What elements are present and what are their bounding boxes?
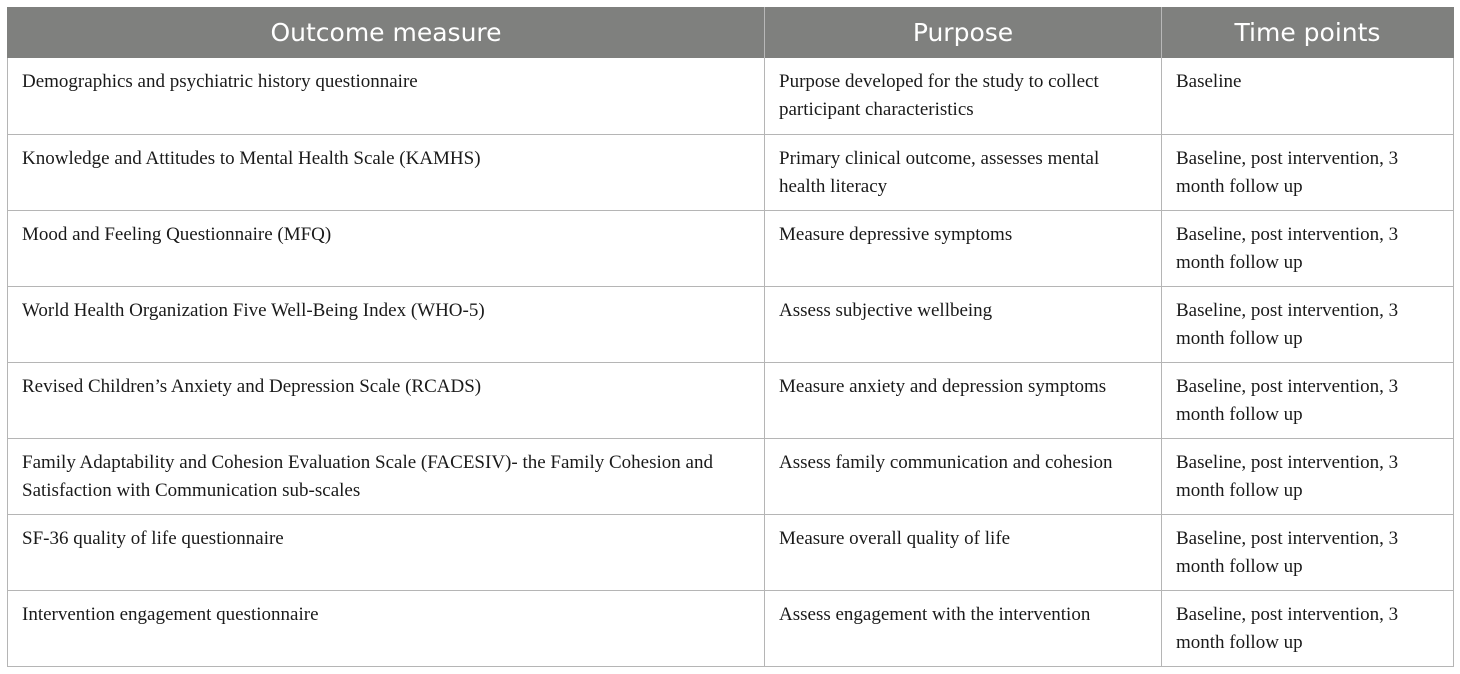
table-row [8, 58, 1454, 134]
table-row [8, 134, 1454, 210]
cell-outcome-measure: World Health Organization Five Well-Being Index (WHO-5) [8, 286, 765, 362]
header-outcome-measure: Outcome measure [8, 7, 765, 58]
cell-time-points: Baseline, post intervention, 3 month follow up [1162, 362, 1454, 438]
table-row [8, 286, 1454, 362]
header-time-points: Time points [1162, 7, 1454, 58]
table-row [8, 590, 1454, 666]
cell-outcome-measure: Demographics and psychiatric history questionnaire [8, 58, 765, 134]
cell-outcome-measure: Mood and Feeling Questionnaire (MFQ) [8, 210, 765, 286]
table-row [8, 362, 1454, 438]
cell-time-points: Baseline, post intervention, 3 month follow up [1162, 286, 1454, 362]
cell-outcome-measure: SF-36 quality of life questionnaire [8, 514, 765, 590]
cell-purpose: Assess engagement with the intervention [765, 590, 1162, 666]
table-row [8, 438, 1454, 514]
cell-outcome-measure: Revised Children’s Anxiety and Depression Scale (RCADS) [8, 362, 765, 438]
cell-purpose: Purpose developed for the study to collect participant characteristics [765, 58, 1162, 134]
cell-purpose: Assess family communication and cohesion [765, 438, 1162, 514]
outcome-measures-table [7, 7, 1454, 667]
cell-time-points: Baseline, post intervention, 3 month follow up [1162, 514, 1454, 590]
outcome-measures-table-container [7, 7, 1453, 667]
header-row [8, 7, 1454, 58]
cell-purpose: Assess subjective wellbeing [765, 286, 1162, 362]
table-body [8, 58, 1454, 666]
cell-purpose: Measure overall quality of life [765, 514, 1162, 590]
cell-purpose: Measure anxiety and depression symptoms [765, 362, 1162, 438]
cell-time-points: Baseline, post intervention, 3 month follow up [1162, 590, 1454, 666]
cell-outcome-measure: Family Adaptability and Cohesion Evaluation Scale (FACESIV)- the Family Cohesion and Satisfaction with Communication sub-scales [8, 438, 765, 514]
header-purpose: Purpose [765, 7, 1162, 58]
cell-time-points: Baseline, post intervention, 3 month follow up [1162, 210, 1454, 286]
cell-outcome-measure: Intervention engagement questionnaire [8, 590, 765, 666]
cell-purpose: Primary clinical outcome, assesses mental health literacy [765, 134, 1162, 210]
table-row [8, 514, 1454, 590]
cell-time-points: Baseline, post intervention, 3 month follow up [1162, 134, 1454, 210]
table-row [8, 210, 1454, 286]
cell-time-points: Baseline, post intervention, 3 month follow up [1162, 438, 1454, 514]
table-header [8, 7, 1454, 58]
cell-outcome-measure: Knowledge and Attitudes to Mental Health Scale (KAMHS) [8, 134, 765, 210]
cell-purpose: Measure depressive symptoms [765, 210, 1162, 286]
cell-time-points: Baseline [1162, 58, 1454, 134]
